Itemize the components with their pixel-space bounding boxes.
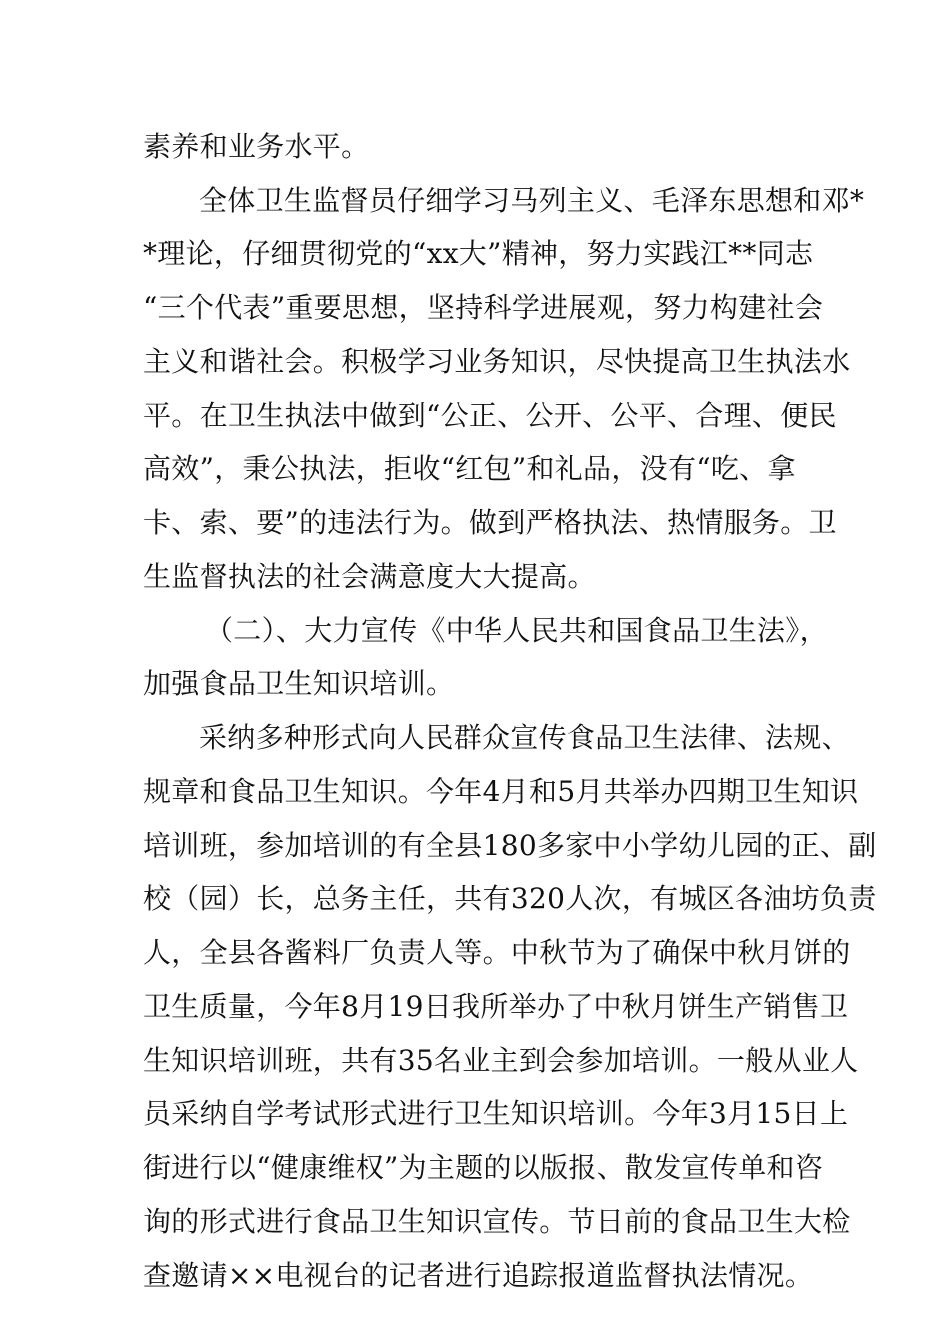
text-line: 查邀请××电视台的记者进行追踪报道监督执法情况。 bbox=[143, 1259, 814, 1292]
section-heading-continued: 加强食品卫生知识培训。 bbox=[143, 667, 455, 700]
text-line: 全体卫生监督员仔细学习马列主义、毛泽东思想和邓* bbox=[199, 184, 865, 217]
text-line: 生监督执法的社会满意度大大提高。 bbox=[143, 560, 596, 593]
text-line: 人，全县各酱料厂负责人等。中秋节为了确保中秋月饼的 bbox=[143, 936, 851, 969]
text-line: 生知识培训班，共有35名业主到会参加培训。一般从业人 bbox=[143, 1044, 859, 1077]
text-line: 主义和谐社会。积极学习业务知识，尽快提高卫生执法水 bbox=[143, 345, 851, 378]
text-line: 高效”，秉公执法，拒收“红包”和礼品，没有“吃、拿 bbox=[143, 452, 796, 485]
text-line: *理论，仔细贯彻党的“xx大”精神，努力实践江**同志 bbox=[143, 237, 814, 270]
text-line: 询的形式进行食品卫生知识宣传。节日前的食品卫生大检 bbox=[143, 1205, 851, 1238]
section-heading: （二）、大力宣传《中华人民共和国食品卫生法》， bbox=[205, 614, 828, 647]
text-line: 素养和业务水平。 bbox=[143, 130, 370, 163]
text-line: “三个代表”重要思想，坚持科学进展观，努力构建社会 bbox=[143, 291, 824, 324]
text-line: 卫生质量，今年8月19日我所举办了中秋月饼生产销售卫 bbox=[143, 990, 849, 1023]
text-line: 校（园）长，总务主任，共有320人次，有城区各油坊负责 bbox=[143, 882, 877, 915]
text-line: 街进行以“健康维权”为主题的以版报、散发宣传单和咨 bbox=[143, 1151, 824, 1184]
text-line: 卡、索、要”的违法行为。做到严格执法、热情服务。卫 bbox=[143, 506, 837, 539]
text-line: 平。在卫生执法中做到“公正、公开、公平、合理、便民 bbox=[143, 399, 837, 432]
text-line: 规章和食品卫生知识。今年4月和5月共举办四期卫生知识 bbox=[143, 775, 859, 808]
text-line: 员采纳自学考试形式进行卫生知识培训。今年3月15日上 bbox=[143, 1097, 849, 1130]
text-line: 培训班，参加培训的有全县180多家中小学幼儿园的正、副 bbox=[143, 829, 877, 862]
text-line: 采纳多种形式向人民群众宣传食品卫生法律、法规、 bbox=[199, 721, 850, 754]
